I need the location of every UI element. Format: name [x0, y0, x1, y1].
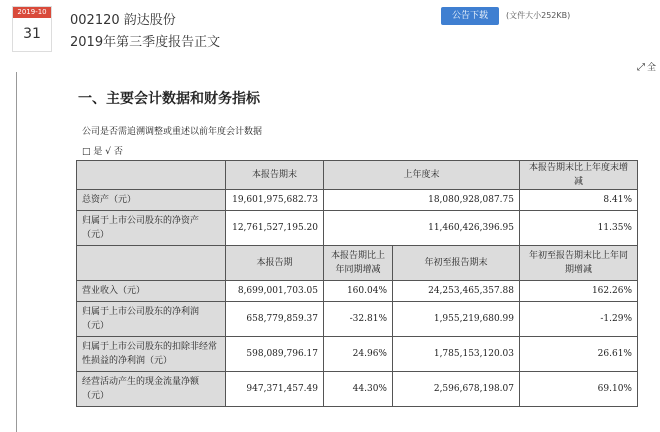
- table-cell: 18,080,928,087.75: [324, 190, 520, 211]
- table-cell: 2,596,678,198.07: [393, 372, 520, 407]
- table-cell: 160.04%: [324, 281, 393, 302]
- table-header-cell: 本报告期: [226, 246, 324, 281]
- table-cell: -1.29%: [520, 302, 638, 337]
- table-cell: 69.10%: [520, 372, 638, 407]
- table-header-cell: 本报告期比上年同期增减: [324, 246, 393, 281]
- table2-header-row: [77, 246, 638, 281]
- table-cell: 947,371,457.49: [226, 372, 324, 407]
- table-row: [77, 337, 638, 372]
- row-label: 经营活动产生的现金流量净额（元）: [77, 372, 226, 407]
- table-row: [77, 211, 638, 246]
- table-cell: 598,089,796.17: [226, 337, 324, 372]
- fullscreen-button[interactable]: [637, 60, 656, 73]
- stock-name: 002120 韵达股份: [70, 13, 176, 28]
- table-cell: 12,761,527,195.20: [226, 211, 324, 246]
- table-cell: 1,785,153,120.03: [393, 337, 520, 372]
- fullscreen-label: 全: [647, 63, 657, 73]
- table-header-cell: 本报告期末: [226, 161, 324, 190]
- table-cell: 658,779,859.37: [226, 302, 324, 337]
- financial-table: [76, 160, 638, 407]
- row-label: 归属于上市公司股东的净利润（元）: [77, 302, 226, 337]
- table-cell: 162.26%: [520, 281, 638, 302]
- table-cell: 26.61%: [520, 337, 638, 372]
- file-size-label: (文件大小252KB): [506, 11, 571, 20]
- row-label: 归属于上市公司股东的净资产（元）: [77, 211, 226, 246]
- choice-text: □ 是 √ 否: [82, 147, 123, 157]
- table1-header-row: [77, 161, 638, 190]
- date-badge: [12, 6, 52, 52]
- table-header-cell: 上年度末: [324, 161, 520, 190]
- table-row: [77, 190, 638, 211]
- table-cell: 44.30%: [324, 372, 393, 407]
- table-header-cell: [77, 246, 226, 281]
- table-header-cell: 年初至报告期末比上年同期增减: [520, 246, 638, 281]
- download-button[interactable]: 公告下载: [441, 7, 499, 25]
- expand-icon: ⤢: [637, 62, 645, 73]
- table-cell: -32.81%: [324, 302, 393, 337]
- table-cell: 8.41%: [520, 190, 638, 211]
- table-cell: 11,460,426,396.95: [324, 211, 520, 246]
- table-header-cell: 年初至报告期末: [393, 246, 520, 281]
- date-day: 31: [23, 26, 41, 42]
- table-cell: 1,955,219,680.99: [393, 302, 520, 337]
- row-label: 总资产（元）: [77, 190, 226, 211]
- table-cell: 8,699,001,703.05: [226, 281, 324, 302]
- row-label: 营业收入（元）: [77, 281, 226, 302]
- table-header-cell: 本报告期末比上年度末增减: [520, 161, 638, 190]
- date-year-month: 2019-10: [13, 7, 51, 18]
- table-cell: 11.35%: [520, 211, 638, 246]
- row-label: 归属于上市公司股东的扣除非经常性损益的净利润（元）: [77, 337, 226, 372]
- table-cell: 24,253,465,357.88: [393, 281, 520, 302]
- table-row: [77, 372, 638, 407]
- table-header-cell: [77, 161, 226, 190]
- table-cell: 24.96%: [324, 337, 393, 372]
- table-row: [77, 281, 638, 302]
- table-cell: 19,601,975,682.73: [226, 190, 324, 211]
- table-row: [77, 302, 638, 337]
- report-title: 2019年第三季度报告正文: [70, 35, 221, 50]
- section-title: 一、主要会计数据和财务指标: [78, 91, 260, 107]
- intro-text: 公司是否需追溯调整或重述以前年度会计数据: [82, 127, 263, 137]
